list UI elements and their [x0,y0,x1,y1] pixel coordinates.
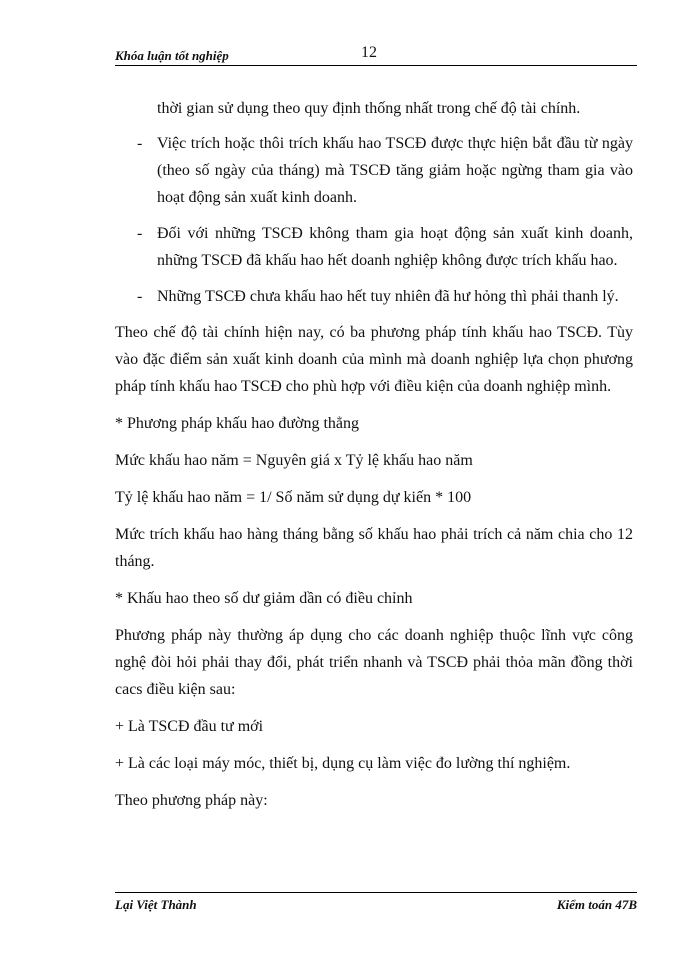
footer-author: Lại Việt Thành [115,897,197,912]
paragraph-apply: Phương pháp này thường áp dụng cho các doanh nghiệp thuộc lĩnh vực công nghệ đòi hỏi phải thay đổi, phát triển nhanh và TSCĐ phải thỏa mãn đồng thời cacs điều kiện sau: [115,627,633,698]
page-number: 12 [361,44,377,61]
condition-new-asset: + Là TSCĐ đầu tư mới [115,718,264,735]
bullet-dash: - [137,225,143,242]
bullet-text: Những TSCĐ chưa khấu hao hết tuy nhiên đã hư hỏng thì phải thanh lý. [157,288,619,305]
condition-equipment: + Là các loại máy móc, thiết bị, dụng cụ làm việc đo lường thí nghiệm. [115,755,571,772]
closing-line: Theo phương pháp này: [115,792,268,809]
footer-rule [115,892,637,893]
formula-annual: Mức khấu hao năm = Nguyên giá x Tỷ lệ khấu hao năm [115,452,473,469]
bullet-item [115,283,633,310]
page-body [115,95,633,824]
header-rule [115,65,637,66]
bullet-item [115,130,633,211]
bullet-text: Việc trích hoặc thôi trích khấu hao TSCĐ được thực hiện bắt đầu từ ngày (theo số ngày của tháng) mà TSCĐ tăng giảm hoặc ngừng tham gia vào hoạt động sản xuất kinh doanh. [157,135,633,206]
paragraph-monthly: Mức trích khấu hao hàng tháng bằng số khấu hao phải trích cả năm chia cho 12 tháng. [115,526,633,570]
header-title: Khóa luận tốt nghiệp [115,48,229,63]
heading-straight-line: * Phương pháp khấu hao đường thẳng [115,415,360,432]
formula-rate: Tỷ lệ khấu hao năm = 1/ Số năm sử dụng dự kiến * 100 [115,489,472,506]
page-footer [115,897,637,917]
paragraph-methods: Theo chế độ tài chính hiện nay, có ba phương pháp tính khấu hao TSCĐ. Tùy vào đặc điểm sản xuất kinh doanh của mình mà doanh nghiệp lựa chọn phương pháp tính khấu hao TSCĐ cho phù hợp với điều kiện của doanh nghiệp mình. [115,324,633,395]
continued-line: thời gian sử dụng theo quy định thống nhất trong chế độ tài chính. [157,100,581,117]
bullet-dash: - [137,288,143,305]
page-header [115,44,637,66]
footer-class: Kiểm toán 47B [556,897,637,912]
bullet-item [115,220,633,274]
bullet-dash: - [137,135,143,152]
heading-declining-balance: * Khấu hao theo số dư giảm dần có điều chỉnh [115,590,413,607]
bullet-text: Đối với những TSCĐ không tham gia hoạt động sản xuất kinh doanh, những TSCĐ đã khấu hao hết doanh nghiệp không được trích khấu hao. [157,225,633,269]
